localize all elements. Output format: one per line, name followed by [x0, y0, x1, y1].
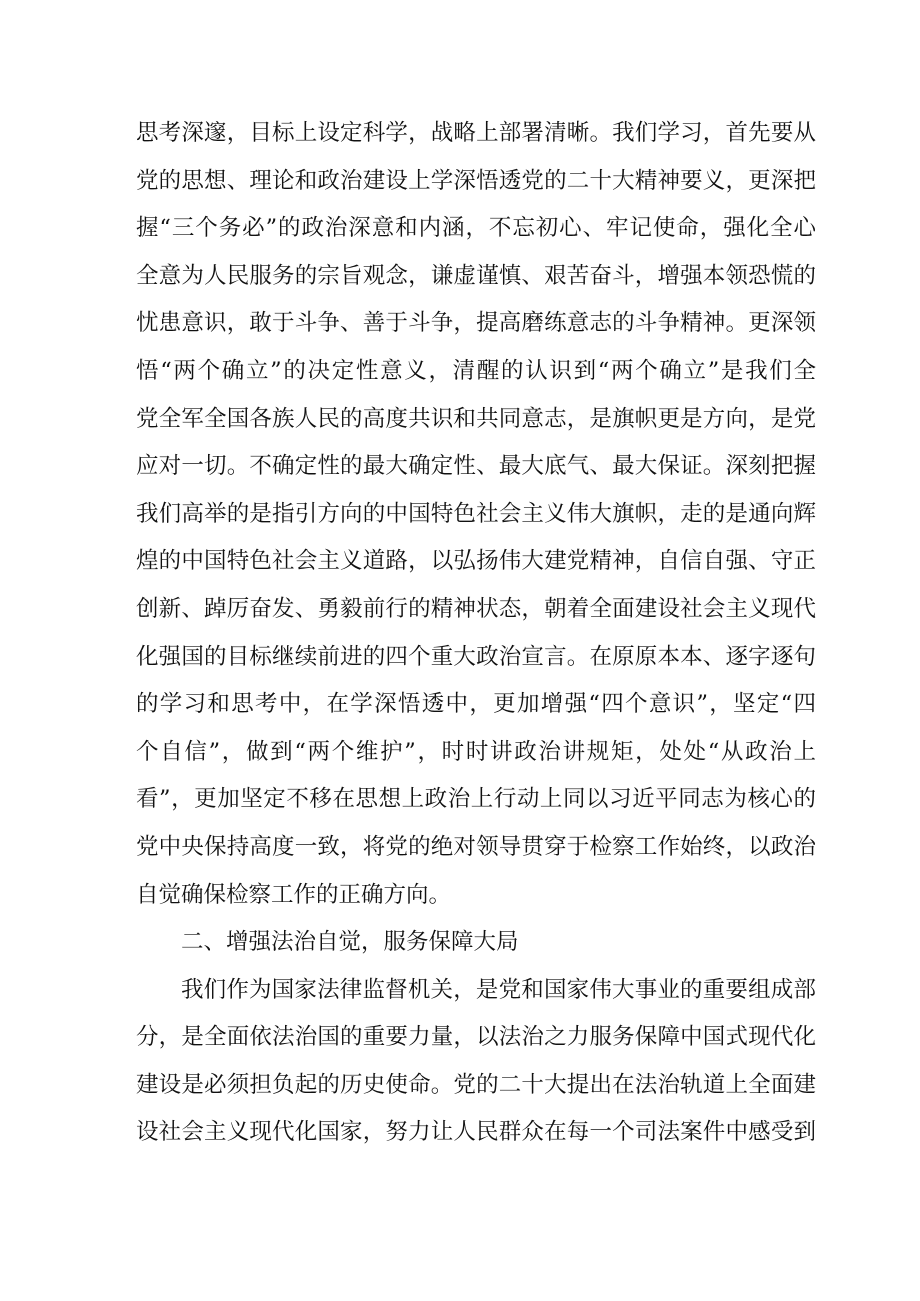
- paragraph-line: 看”，更加坚定不移在思想上政治上行动上同以习近平同志为核心的: [136, 786, 816, 813]
- paragraph-line: 煌的中国特色社会主义道路，以弘扬伟大建党精神，自信自强、守正: [136, 548, 816, 575]
- paragraph-line: 我们高举的是指引方向的中国特色社会主义伟大旗帜，走的是通向辉: [136, 500, 816, 527]
- paragraph-line: 党的思想、理论和政治建设上学深悟透党的二十大精神要义，更深把: [136, 167, 816, 194]
- paragraph-line: 化强国的目标继续前进的四个重大政治宣言。在原原本本、逐字逐句: [136, 643, 816, 670]
- paragraph-line: 思考深邃，目标上设定科学，战略上部署清晰。我们学习，首先要从: [136, 120, 816, 146]
- paragraph-line: 党中央保持高度一致，将党的绝对领导贯穿于检察工作始终，以政治: [136, 833, 816, 860]
- paragraph-line: 创新、踔厉奋发、勇毅前行的精神状态，朝着全面建设社会主义现代: [136, 595, 816, 622]
- paragraph-line: 全意为人民服务的宗旨观念，谦虚谨慎、艰苦奋斗，增强本领恐慌的: [136, 262, 816, 289]
- document-body: [136, 110, 816, 1157]
- paragraph-line: 的学习和思考中，在学深悟透中，更加增强“四个意识”，坚定“四: [136, 691, 816, 718]
- paragraph-line: 自觉确保检察工作的正确方向。: [136, 881, 452, 908]
- paragraph-line: 悟“两个确立”的决定性意义，清醒的认识到“两个确立”是我们全: [136, 357, 816, 384]
- paragraph-line: 我们作为国家法律监督机关，是党和国家伟大事业的重要组成部: [181, 976, 816, 1003]
- paragraph-line: 分，是全面依法治国的重要力量，以法治之力服务保障中国式现代化: [136, 1024, 816, 1051]
- section-heading: 二、增强法治自觉，服务保障大局: [181, 929, 519, 956]
- paragraph-line: 忧患意识，敢于斗争、善于斗争，提高磨练意志的斗争精神。更深领: [136, 310, 816, 337]
- paragraph-line: 个自信”，做到“两个维护”，时时讲政治讲规矩，处处“从政治上: [136, 738, 816, 765]
- paragraph-line: 建设是必须担负起的历史使命。党的二十大提出在法治轨道上全面建: [136, 1071, 816, 1098]
- paragraph-line: 握“三个务必”的政治深意和内涵，不忘初心、牢记使命，强化全心: [136, 215, 816, 242]
- paragraph-line: 设社会主义现代化国家，努力让人民群众在每一个司法案件中感受到: [136, 1119, 816, 1146]
- paragraph-line: 应对一切。不确定性的最大确定性、最大底气、最大保证。深刻把握: [136, 453, 816, 480]
- paragraph-line: 党全军全国各族人民的高度共识和共同意志，是旗帜更是方向，是党: [136, 405, 816, 432]
